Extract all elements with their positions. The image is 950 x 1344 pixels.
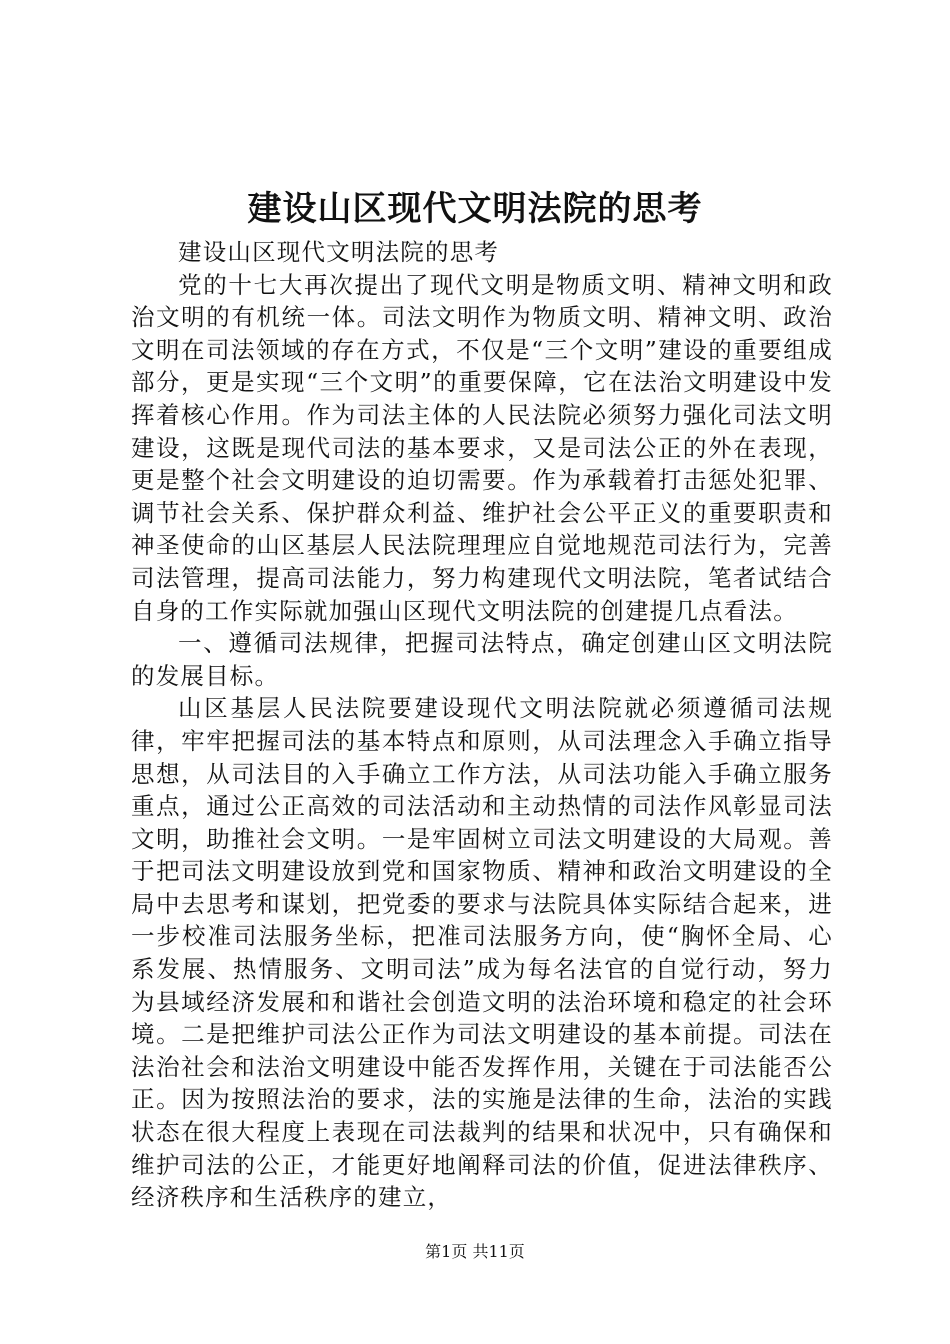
body-paragraph: 山区基层人民法院要建设现代文明法院就必须遵循司法规律，牢牢把握司法的基本特点和原则，从司法理念入手确立指导思想，从司法目的入手确立工作方法，从司法功能入手确立服务重点，通过公正高效的司法活动和主动热情的司法作风彰显司法文明，助推社会文明。一是牢固树立司法文明建设的大局观。善于把司法文明建设放到党和国家物质、精神和政治文明建设的全局中去思考和谋划，把党委的要求与法院具体实际结合起来，进一步校准司法服务坐标，把准司法服务方向，使“胸怀全局、心系发展、热情服务、文明司法”成为每名法官的自觉行动，努力为县域经济发展和和谐社会创造文明的法治环境和稳定的社会环境。二是把维护司法公正作为司法文明建设的基本前提。司法在法治社会和法治文明建设中能否发挥作用，关键在于司法能否公正。因为按照法治的要求，法的实施是法律的生命，法治的实践状态在很大程度上表现在司法裁判的结果和状况中，只有确保和维护司法的公正，才能更好地阐释司法的价值，促进法律秩序、经济秩序和生活秩序的建立，	[131, 694, 833, 1212]
section-heading-paragraph: 一、遵循司法规律，把握司法特点，确定创建山区文明法院的发展目标。	[131, 629, 833, 690]
intro-paragraph: 党的十七大再次提出了现代文明是物质文明、精神文明和政治文明的有机统一体。司法文明作为物质文明、精神文明、政治文明在司法领域的存在方式，不仅是“三个文明”建设的重要组成部分，更是实现“三个文明”的重要保障，它在法治文明建设中发挥着核心作用。作为司法主体的人民法院必须努力强化司法文明建设，这既是现代司法的基本要求，又是司法公正的外在表现，更是整个社会文明建设的迫切需要。作为承载着打击惩处犯罪、调节社会关系、保护群众利益、维护社会公平正义的重要职责和神圣使命的山区基层人民法院理理应自觉地规范司法行为，完善司法管理，提高司法能力，努力构建现代文明法院，笔者试结合自身的工作实际就加强山区现代文明法院的创建提几点看法。	[131, 270, 833, 625]
subtitle-paragraph: 建设山区现代文明法院的思考	[178, 238, 500, 266]
document-title: 建设山区现代文明法院的思考	[247, 189, 703, 229]
document-body	[131, 236, 833, 1214]
page-footer: 第1页 共11页	[425, 1242, 525, 1261]
